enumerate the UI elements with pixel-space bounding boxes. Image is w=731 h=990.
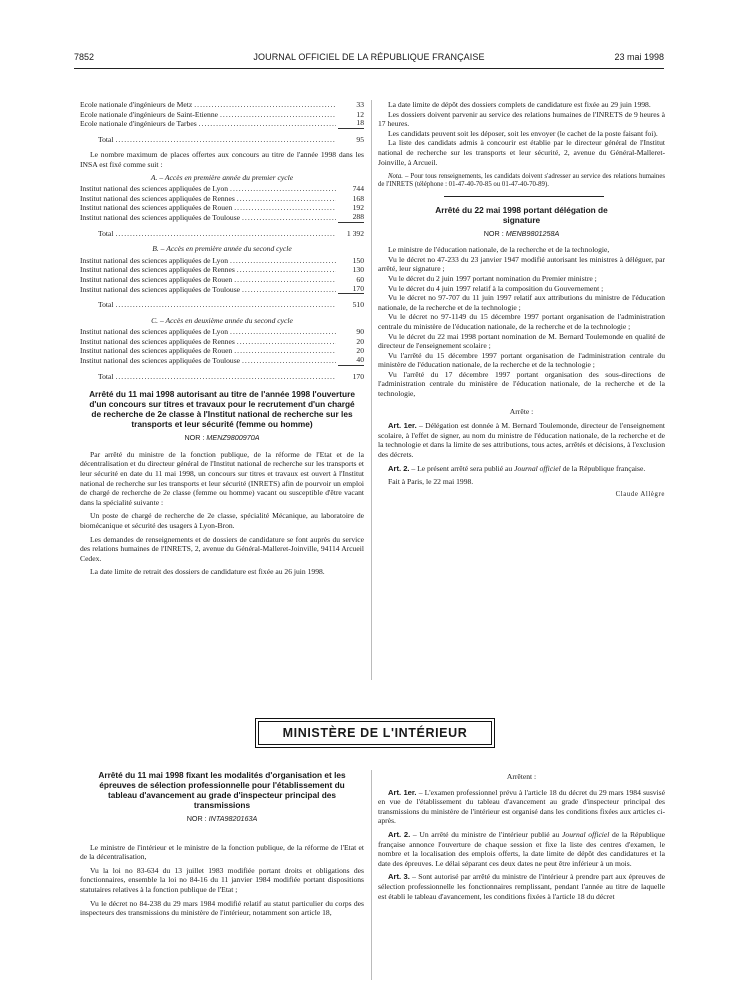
- school-table: [80, 100, 364, 129]
- paragraph: La liste des candidats admis à concourir est établie par le directeur général de l'Institut national de recherche sur les transports et leur sécurité, 2, avenue du Général-Malleret-Joinville, à Arcueil.: [378, 138, 665, 167]
- nor-reference: NOR : MENZ9800970A: [184, 433, 260, 443]
- table-row: [80, 356, 364, 366]
- row-label: Institut national des sciences appliquées de Rennes: [80, 265, 235, 275]
- table-row: [80, 100, 364, 110]
- row-value: 20: [356, 346, 364, 356]
- row-label: Institut national des sciences appliquées de Toulouse: [80, 356, 241, 366]
- separator-rule: [444, 196, 604, 197]
- section-heading: C. – Accès en deuxième année du second cycle: [151, 315, 293, 325]
- paragraph: Un poste de chargé de recherche de 2e classe, spécialité Mécanique, au laboratoire de biomécanique et sécurité des usagers à Lyon-Bron.: [80, 511, 364, 530]
- article-body: [378, 245, 665, 399]
- insa-sections: [80, 173, 364, 382]
- signature: Claude Allègre: [615, 490, 665, 498]
- ministry-heading: MINISTÈRE DE L'INTÉRIEUR: [258, 721, 492, 745]
- paragraph: Les demandes de renseignements et de dossiers de candidature se font auprès du service des relations humaines de l'INRETS, 2, avenue du Général-Malleret-Joinville, 94114 Arcueil Cedex.: [80, 534, 364, 563]
- bottom-left-column: [80, 770, 364, 922]
- row-label: Total: [98, 371, 114, 381]
- issue-date: 23 mai 1998: [614, 52, 664, 62]
- bottom-right-column: [378, 770, 665, 901]
- row-value: 170: [338, 284, 364, 295]
- nota: Nota. – Pour tous renseignements, les candidats doivent s'adresser au service des relations humaines de l'INRETS (téléphone : 01-47-40-70-85 ou 01-47-40-70-89).: [378, 173, 665, 189]
- paragraph: Vu le décret du 22 mai 1998 portant nomination de M. Bernard Toulemonde en qualité de directeur de l'enseignement scolaire ;: [378, 331, 665, 351]
- article-3: Art. 3. – Sont autorisé par arrêté du ministre de l'intérieur à prendre part aux épreuves de sélection professionnelle les fonctionnaires remplissant, pendant l'année au titre de laquelle est établi le tableau d'avancement, les conditions fixées à l'article 18 du décret: [378, 872, 666, 901]
- table-row: [80, 213, 364, 223]
- table-row: [80, 300, 364, 310]
- article-body: [80, 450, 364, 577]
- row-value: 192: [352, 203, 364, 213]
- row-label: Institut national des sciences appliquées de Rouen: [80, 346, 233, 356]
- row-label: Institut national des sciences appliquées de Rouen: [80, 203, 233, 213]
- nor-reference: NOR : MENB9801258A: [483, 228, 560, 238]
- row-value: 168: [352, 193, 364, 203]
- paragraph: Vu le décret du 4 juin 1997 relatif à la composition du Gouvernement ;: [388, 283, 604, 293]
- article-2: Art. 2. – Un arrêté du ministre de l'intérieur publié au Journal officiel de la République française annonce l'ouverture de chaque session et fixe la liste des centres d'examen, le nombre et la localisation des emplois offerts, la date limite de dépôt des candidatures et la date des épreuves. Le délai séparant ces deux dates ne peut être inférieur à un mois.: [378, 829, 665, 868]
- table-row: [80, 337, 364, 347]
- paragraph: La date limite de dépôt des dossiers complets de candidature est fixée au 29 juin 1998.: [388, 100, 651, 109]
- row-label: Institut national des sciences appliquées de Rennes: [80, 336, 235, 346]
- row-label: Institut national des sciences appliquées de Rouen: [80, 274, 233, 284]
- row-label: Institut national des sciences appliquées de Rennes: [80, 193, 235, 203]
- paragraph: Vu le décret du 2 juin 1997 portant nomination du Premier ministre ;: [388, 273, 597, 283]
- right-column: [378, 100, 665, 499]
- row-value: 170: [352, 371, 364, 381]
- arretent-heading: Arrêtent :: [506, 772, 537, 781]
- row-value: 130: [352, 265, 364, 275]
- paragraph: Le ministre de l'intérieur et le ministre de la fonction publique, de la réforme de l'Etat et de la décentralisation,: [80, 842, 364, 862]
- row-label: Total: [98, 300, 114, 310]
- row-label: Institut national des sciences appliquées de Lyon: [80, 327, 229, 337]
- row-label: Ecole nationale d'ingénieurs de Metz: [80, 100, 193, 109]
- row-value: 40: [338, 355, 364, 366]
- done-at: Fait à Paris, le 22 mai 1998.: [388, 477, 474, 487]
- page-header: [74, 52, 664, 66]
- paragraph: Vu l'arrêté du 17 décembre 1997 portant organisation des sous-directions de l'administration centrale du ministère de l'éducation nationale, de la recherche et de la technologie,: [378, 369, 665, 399]
- page-number: 7852: [74, 52, 95, 62]
- row-value: 12: [356, 109, 364, 119]
- section-heading: A. – Accès en première année du premier cycle: [150, 172, 294, 182]
- table-row: [80, 110, 364, 120]
- row-value: 744: [352, 184, 364, 194]
- paragraph: La date limite de retrait des dossiers de candidature est fixée au 26 juin 1998.: [90, 567, 325, 577]
- table-row: [80, 184, 364, 194]
- header-rule: [74, 68, 664, 69]
- table-row: [80, 229, 364, 239]
- row-label: Institut national des sciences appliquées de Lyon: [80, 255, 229, 265]
- article-1: Art. 1er. – Délégation est donnée à M. Bernard Toulemonde, directeur de l'enseignement scolaire, à l'effet de signer, au nom du ministre de l'éducation nationale, de la recherche et de la technologie et dans la limite de ses attributions, tous actes, arrêtés et décisions, à l'exclusion des décrets.: [378, 421, 665, 460]
- table-row: [80, 203, 364, 213]
- row-label: Institut national des sciences appliquées de Lyon: [80, 184, 229, 194]
- article-1: Art. 1er. – L'examen professionnel prévu à l'article 18 du décret du 29 mars 1984 susvisé en vue de l'établissement du tableau d'avancement au grade d'inspecteur principal des transmissions du ministère de l'intérieur est organisé dans les conditions fixées aux articles ci-après.: [378, 787, 666, 826]
- paragraph: Le ministre de l'éducation nationale, de la recherche et de la technologie,: [388, 245, 610, 255]
- table-row: [80, 275, 364, 285]
- row-value: 288: [338, 212, 364, 223]
- article-body: [80, 843, 364, 922]
- row-value: 1 392: [346, 228, 364, 238]
- paragraph: Vu le décret no 84-238 du 29 mars 1984 modifié relatif au statut particulier du corps des inspecteurs des transmissions du ministère de l'intérieur, notamment son article 18,: [80, 898, 364, 918]
- section-heading: B. – Accès en première année du second cycle: [152, 244, 292, 254]
- paragraph: Les candidats peuvent soit les déposer, soit les envoyer (le cachet de la poste faisant foi).: [388, 128, 658, 138]
- row-value: 150: [352, 255, 364, 265]
- table-row: [80, 256, 364, 266]
- table-row: [80, 372, 364, 382]
- paragraph: Vu le décret no 97-707 du 11 juin 1997 relatif aux attributions du ministre de l'éducation nationale, de la recherche et de la technologie ;: [378, 293, 665, 312]
- table-row: [80, 327, 364, 337]
- paragraph: Vu la loi no 83-634 du 13 juillet 1983 modifiée portant droits et obligations des fonctionnaires, ensemble la loi no 84-16 du 11 janvier 1984 modifiée portant dispositions statutaires relatives à la fonction publique de l'Etat ;: [80, 865, 364, 894]
- table-row: [80, 265, 364, 275]
- paragraph: Vu le décret no 47-233 du 23 janvier 1947 modifié autorisant les ministres à déléguer, par arrêté, leur signature ;: [378, 254, 665, 274]
- article-title-delegation: Arrêté du 22 mai 1998 portant délégation de signature: [435, 204, 608, 225]
- paragraph: Par arrêté du ministre de la fonction publique, de la réforme de l'Etat et de la décentralisation et du directeur général de l'Institut national de recherche sur les transports et leur sécurité en date du 11 mai 1998, un concours sur titres et travaux est ouvert à l'Institut national de recherche sur les transports et leur sécurité (INRETS) afin de pourvoir un emploi de chargé de recherche de 2e classe (femme ou homme) vacant ou susceptible d'être vacant dans la spécialité suivante :: [80, 449, 364, 507]
- table-row: [80, 285, 364, 295]
- insa-intro: Le nombre maximum de places offertes aux concours au titre de l'année 1998 dans les INSA est fixé comme suit :: [80, 150, 364, 169]
- row-value: 20: [356, 336, 364, 346]
- table-row: [80, 194, 364, 204]
- row-value: 90: [356, 327, 364, 337]
- row-label: Ecole nationale d'ingénieurs de Saint-Etienne: [80, 109, 219, 119]
- column-separator: [371, 770, 372, 980]
- journal-title: JOURNAL OFFICIEL DE LA RÉPUBLIQUE FRANÇAISE: [253, 52, 485, 62]
- paragraph: Vu le décret no 97-1149 du 15 décembre 1997 portant organisation de l'administration centrale du ministère de l'éducation nationale, de la recherche et de la technologie ;: [378, 312, 665, 331]
- article-continuation: [378, 100, 665, 167]
- row-value: 18: [338, 118, 364, 129]
- row-value: 60: [356, 274, 364, 284]
- paragraph: Vu l'arrêté du 15 décembre 1997 portant organisation de l'administration centrale du ministère de l'éducation nationale, de la recherche et de la technologie ;: [378, 350, 665, 370]
- column-separator: [371, 100, 372, 680]
- table-row: [80, 119, 364, 129]
- table-row: [80, 346, 364, 356]
- row-label: Institut national des sciences appliquées de Toulouse: [80, 284, 241, 294]
- article-title-inrets: Arrêté du 11 mai 1998 autorisant au titre de l'année 1998 l'ouverture d'un concours sur titres et travaux pour le recrutement d'un chargé de recherche de 2e classe à l'Institut national de recherche sur les transports et leur sécurité (femme ou homme): [89, 389, 355, 430]
- row-value: 510: [352, 300, 364, 310]
- left-column: [80, 100, 364, 577]
- article-title-transmissions: Arrêté du 11 mai 1998 fixant les modalités d'organisation et les épreuves de sélection professionnelle pour l'établissement du tableau d'avancement au grade d'inspecteur principal des transmissions: [98, 770, 346, 810]
- row-label: Institut national des sciences appliquées de Toulouse: [80, 212, 241, 222]
- arrete-heading: Arrête :: [509, 406, 534, 416]
- row-value: 33: [356, 100, 364, 109]
- paragraph: Les dossiers doivent parvenir au service des relations humaines de l'INRETS de 9 heures à 17 heures.: [378, 109, 665, 129]
- row-label: Total: [98, 228, 114, 238]
- total-row: Total ..... 95: [80, 135, 364, 145]
- row-label: Ecole nationale d'ingénieurs de Tarbes: [80, 119, 197, 129]
- article-2: Art. 2. – Le présent arrêté sera publié au Journal officiel de la République française.: [388, 463, 646, 473]
- nor-reference: NOR : INTA9820163A: [186, 814, 258, 823]
